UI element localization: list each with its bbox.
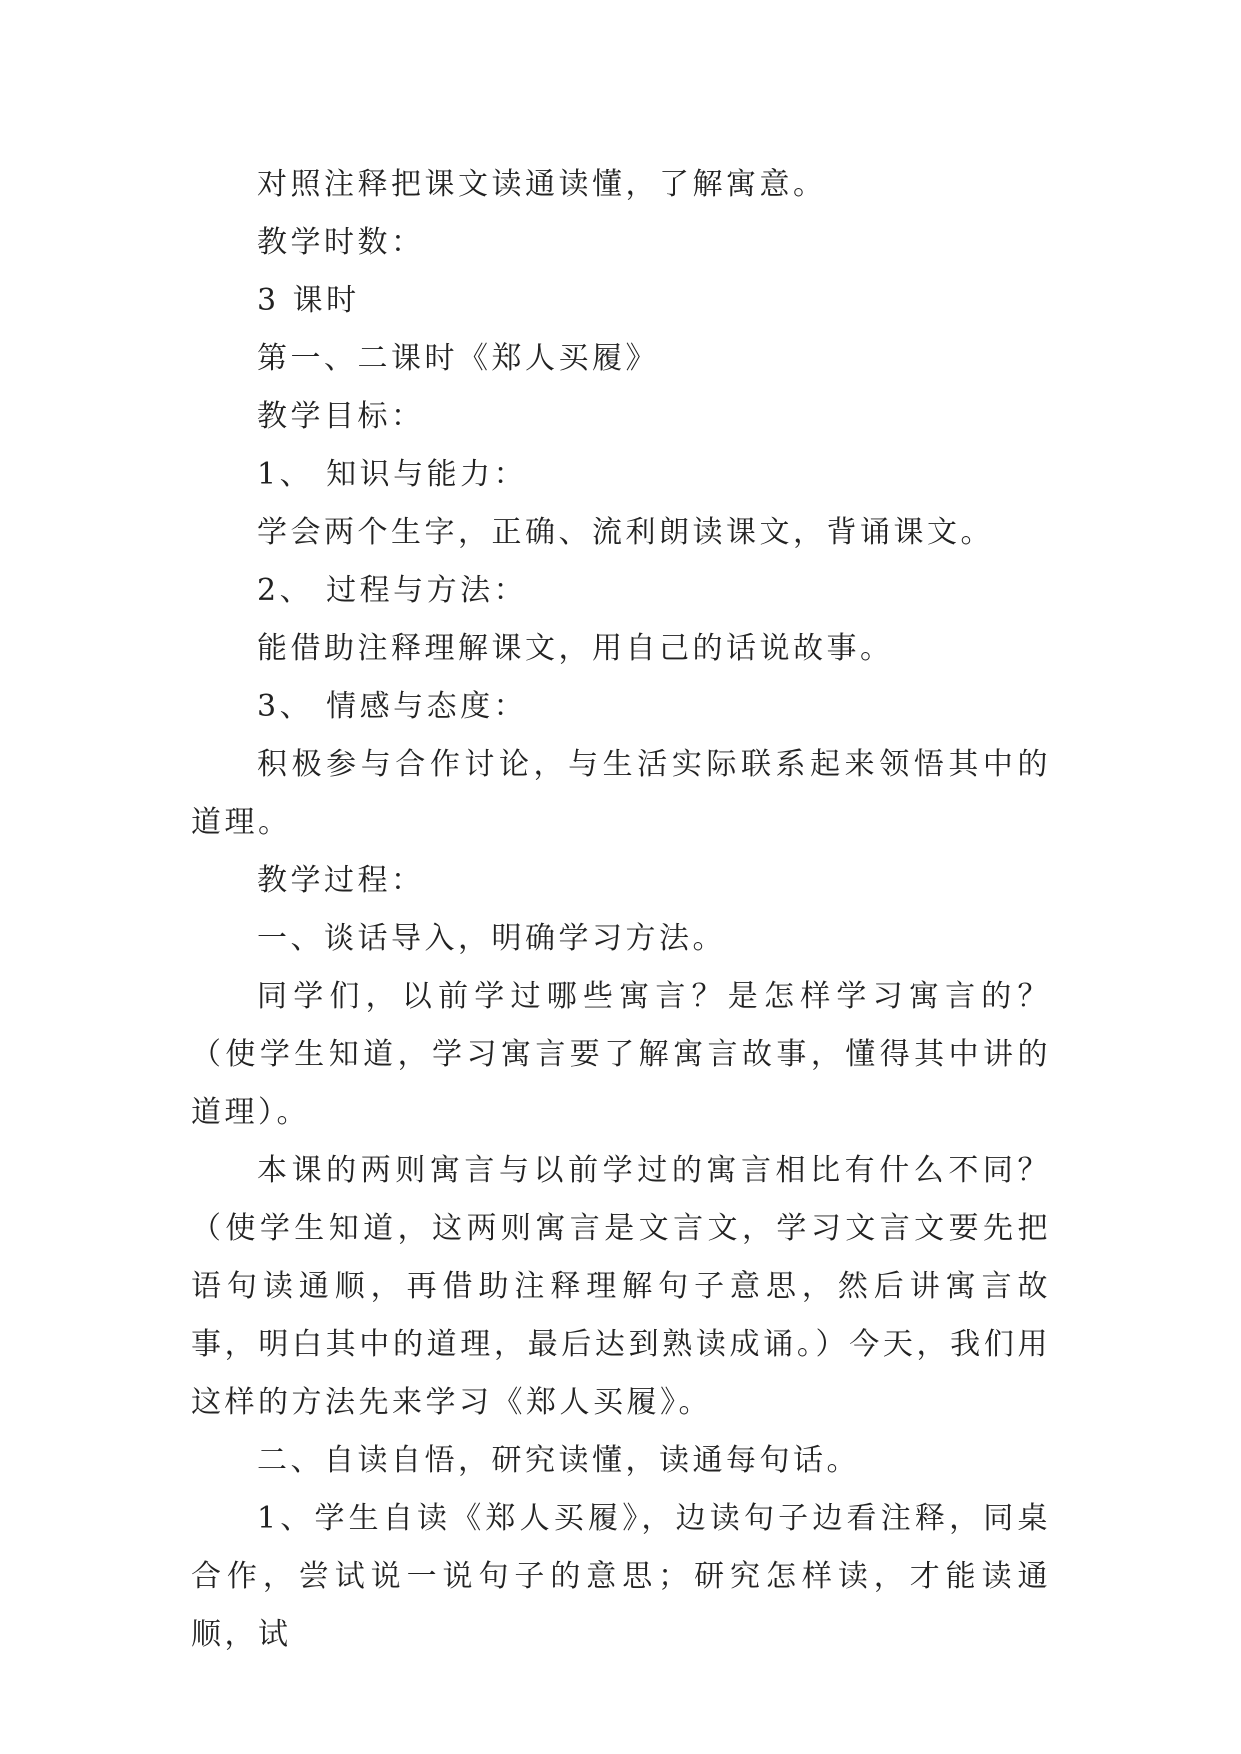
paragraph-step-1-question: 同学们，以前学过哪些寓言？是怎样学习寓言的？（使学生知道，学习寓言要了解寓言故事，懂得其中讲的道理）。: [191, 979, 1051, 1130]
paragraph-objective-1-text: 学会两个生字，正确、流利朗读课文，背诵课文。: [257, 515, 994, 550]
paragraph-objective-2-heading: 2、 过程与方法：: [257, 573, 528, 608]
paragraph-step-1-comparison: 本课的两则寓言与以前学过的寓言相比有什么不同？（使学生知道，这两则寓言是文言文，学习文言文要先把语句读通顺，再借助注释理解句子意思，然后讲寓言故事，明白其中的道理，最后达到熟读成诵。）今天，我们用这样的方法先来学习《郑人买履》。: [191, 1153, 1051, 1420]
paragraph-goal: 对照注释把课文读通读懂，了解寓意。: [257, 167, 827, 202]
paragraph-step-2-item-1: 1、学生自读《郑人买履》，边读句子边看注释，同桌合作，尝试说一说句子的意思；研究怎样读，才能读通顺，试: [191, 1501, 1051, 1652]
paragraph-objective-1-heading: 1、 知识与能力：: [257, 457, 528, 492]
paragraph-objective-2-text: 能借助注释理解课文，用自己的话说故事。: [257, 631, 894, 666]
paragraph-objective-3-heading: 3、 情感与态度：: [257, 689, 528, 724]
paragraph-objective-3-text: 积极参与合作讨论，与生活实际联系起来领悟其中的道理。: [191, 747, 1051, 840]
paragraph-hours-heading: 教学时数：: [257, 225, 425, 260]
paragraph-hours-value: 3 课时: [257, 283, 360, 318]
paragraph-objectives-heading: 教学目标：: [257, 399, 425, 434]
paragraph-step-1-heading: 一、谈话导入，明确学习方法。: [257, 921, 726, 956]
document-body: [191, 156, 1051, 1664]
paragraph-step-2-heading: 二、自读自悟，研究读懂，读通每句话。: [257, 1443, 860, 1478]
paragraph-lesson-title: 第一、二课时《郑人买履》: [257, 341, 659, 376]
paragraph-process-heading: 教学过程：: [257, 863, 425, 898]
